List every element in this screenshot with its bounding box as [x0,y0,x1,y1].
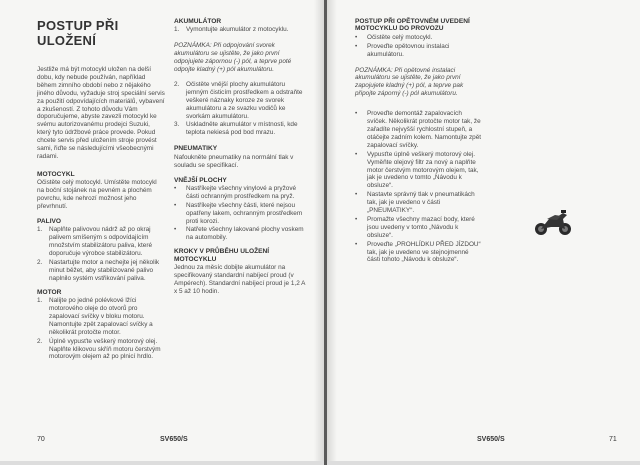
list-item [355,151,483,191]
motocykl-text: Očistěte celý motocykl. Umístěte motocykl na boční stojánek na pevném a plochém povrchu, kde nehrozí možnost jeho převrhnutí. [37,179,157,210]
list-item [37,297,165,337]
list-item [174,121,306,137]
list-item [174,81,306,121]
palivo-section [37,218,165,283]
item-text: Očistěte celý motocykl. [367,33,433,41]
right-page [327,0,640,465]
list-item [37,338,165,362]
item-number: 1. [37,226,43,234]
page-title: POSTUP PŘI ULOŽENÍ [37,18,119,48]
motocykl-heading: MOTOCYKL [37,170,75,178]
item-number: 2. [37,337,43,345]
item-text: Promažte všechny mazací body, které jsou uvedeny v tomto „Návodu k obsluze“. [367,215,475,239]
akumulator-list-2 [174,81,306,137]
list-item [37,259,165,283]
bullet: • [355,33,358,41]
list-item [174,185,306,201]
page-edge [0,461,324,465]
item-text: Nastříkejte všechny vinylové a pryžové části ochranným prostředkem na pryž. [186,184,297,200]
item-number: 1. [174,26,180,34]
palivo-list [37,226,165,282]
item-text: Nastavte správný tlak v pneumatikách tak, jak je uvedeno v části „PNEUMATIKY“. [367,191,475,215]
model-label-right: SV650/S [477,436,505,443]
kroky-text: Jednou za měsíc dobijte akumulátor na specifikovaný standardní nabíjecí proud (v Ampérech). Standardní nabíjecí proud je 1,2 A x 5 až 10 hodin. [174,264,306,295]
list-item [355,191,483,215]
item-number: 2. [37,258,43,266]
akumulator-heading: AKUMULÁTOR [174,18,222,25]
kroky-heading: KROKY V PRŮBĚHU ULOŽENÍ MOTOCYKLU [174,248,270,263]
item-text: Natřete všechny lakované plochy voskem na automobily. [186,226,304,242]
bullet: • [174,226,177,234]
bullet: • [355,110,358,118]
list-item [174,26,306,34]
motor-list [37,297,165,361]
pneumatiky-text: Nafoukněte pneumatiky na normální tlak v souladu se specifikací. [174,153,294,169]
left-column-2 [174,18,306,303]
fold-shadow [314,0,324,465]
list-item [355,216,483,240]
vnejsi-plochy-list [174,185,306,242]
item-text: Nastartujte motor a nechejte jej několik minut běžet, aby stabilizované palivo naplnilo systém vstřikování paliva. [49,258,160,282]
motor-heading: MOTOR [37,288,62,296]
list-item [355,43,483,59]
motor-section [37,289,165,362]
palivo-heading: PALIVO [37,217,62,225]
bullet: • [355,150,358,158]
bullet: • [174,201,177,209]
bullet: • [174,184,177,192]
left-column-1 [37,18,165,367]
reinstall-heading: POSTUP PŘI OPĚTOVNÉM UVEDENÍ MOTOCYKLU DO PROVOZU [355,18,470,33]
akumulator-list [174,26,306,34]
motocykl-section [37,171,165,211]
item-text: Uskladněte akumulátor v místnosti, kde teplota nekiesá pod bod mrazu. [186,121,298,137]
akumulator-note: POZNÁMKA: Při odpojování svorek akumulátoru se ujistěte, že jako první odpojujete zápornou (-) pól, a teprve poté odpojte kladný (+) pól akumulátoru. [174,42,292,74]
vnejsi-plochy-heading: VNĚJŠÍ PLOCHY [174,176,227,184]
vnejsi-plochy-section [174,177,306,243]
page-number-right: 71 [609,436,617,443]
list-item [355,110,483,150]
item-text: Proveďte „PROHLÍDKU PŘED JÍZDOU“ tak, jak je uvedeno ve stejnojmenné části tohoto „Návodu k obsluze“. [367,240,481,264]
pneumatiky-heading: PNEUMATIKY [174,145,218,153]
model-label-left: SV650/S [160,436,188,443]
reinstall-note: POZNÁMKA: Při opětovné instalaci akumulátoru se ujistěte, že jako první zapojujete kladný (+) pól, a teprve pak připojte záporný (-) pól akumulátoru. [355,66,464,98]
list-item [355,241,483,265]
item-text: Nastříkejte všechny části, které nejsou opatřeny lakem, ochranným prostředkem proti korozi. [186,201,303,225]
item-text: Vypusťte úplně veškerý motorový olej. Vyměňte olejový filtr za nový a naplňte motor čerstvým motorovým olejem, tak, jak je uvedeno v tomto „Návodu k obsluze“. [367,150,479,190]
intro-paragraph: Jestliže má být motocykl uložen na delší dobu, kdy nebude používán, například během zimního období nebo z nějakého jiného důvodu, vyžaduje stroj speciální servis za použití odpovídajících materiálů, vybavení a zkušeností. Z tohoto důvodu Vám doporučujeme, abyste zavezli motocykl ke svému autorizovanému prodejci Suzuki, který tyto údržbové práce provede. Pokud chcete servis před uložením stroje provést sami, řiďte se následujícími všeobecnými radami. [37,66,165,160]
fold-shadow [327,0,337,465]
reinstall-list [355,34,483,59]
list-item [174,202,306,226]
right-column [355,18,483,270]
item-text: Úplně vypusťte veškerý motorový olej. Naplňte klikovou skříň motoru čerstvým motorovým olejem až po plnicí hrdlo. [49,337,161,361]
page-edge [327,461,640,465]
item-text: Vymontujte akumulátor z motocyklu. [186,26,289,34]
bullet: • [355,191,358,199]
motorcycle-icon [533,205,573,237]
item-text: Naplňte palivovou nádrž až po okraj palivem smíšeným s odpovídajícím množstvím stabilizátoru paliva, které doporučuje výrobce stabilizátoru. [49,226,152,258]
item-text: Nalijte po jedné polévkové lžíci motorového oleje do otvorů pro zapalovací svíčky v bloku motoru. Namontujte zpět zapalovací svíčky a několikrát protočte motor. [49,297,153,336]
list-item [37,226,165,258]
item-number: 3. [174,121,180,129]
item-text: Proveďte opětovnou instalaci akumulátoru. [367,42,450,58]
item-text: Proveďte demontáž zapalovacích svíček. Několikrát protočte motor tak, že zařadíte nejvyšší rychlostní stupeň, a otáčejte zadním kolem. Namontujte zpět zapalovací svíčky. [367,110,482,149]
list-item [355,34,483,42]
item-number: 1. [37,297,43,305]
pneumatiky-section [174,145,306,169]
item-number: 2. [174,80,180,88]
kroky-section [174,248,306,295]
bullet: • [355,215,358,223]
bullet: • [355,42,358,50]
item-text: Očistěte vnější plochy akumulátoru jemným čisticím prostředkem a odstraňte veškeré náznaky koroze ze svorek akumulátoru a ze svazku vodičů ke svorkám akumulátoru. [186,80,303,120]
list-item [174,226,306,242]
reinstall-list-2 [355,110,483,264]
bullet: • [355,240,358,248]
page-number-left: 70 [37,436,45,443]
akumulator-section [174,18,306,137]
